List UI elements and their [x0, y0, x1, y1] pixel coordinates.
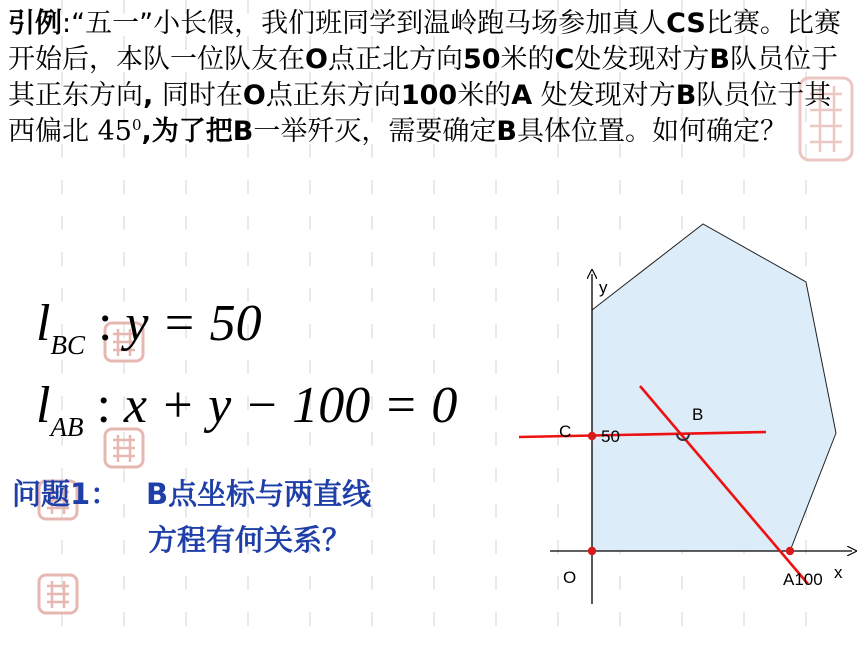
equation-colon: :: [84, 295, 126, 352]
question-label: 问题1：: [12, 477, 120, 511]
intro-comma: ,: [143, 80, 154, 111]
intro-text-bold: ,为了把: [141, 116, 233, 147]
intro-text: 米的: [500, 44, 555, 75]
question-line-1: B点坐标与两直线: [146, 477, 372, 511]
intro-point-b: B: [496, 116, 517, 147]
question-line-2: 方程有何关系？: [148, 523, 352, 557]
field-region: [592, 224, 836, 551]
point-a-marker: [786, 547, 794, 555]
intro-text: 队员位于其正东方向: [8, 44, 838, 111]
intro-distance-50: 50: [462, 44, 501, 75]
intro-text: 具体位置。如何确定？: [516, 116, 787, 147]
point-c-label: C: [559, 422, 572, 441]
intro-text: 一举歼灭，需要确定: [253, 116, 497, 147]
intro-text: 处发现对方: [574, 44, 710, 75]
intro-angle-superscript: 0: [131, 116, 142, 134]
intro-angle: 45: [97, 116, 132, 147]
intro-point-b: B: [709, 44, 730, 75]
equation-expression: x + y − 100 = 0: [123, 377, 458, 434]
y-axis-label: y: [599, 278, 608, 297]
intro-paragraph: [8, 6, 856, 150]
intro-cs: CS: [666, 8, 706, 39]
origin-marker: [588, 547, 596, 555]
x-axis-label: x: [834, 563, 843, 582]
equation-expression: y = 50: [125, 295, 262, 352]
intro-text: 同时在: [153, 80, 243, 111]
intro-text: 比赛。比赛开始后，本队一位队友在: [8, 8, 841, 75]
point-a-label: A100: [783, 570, 823, 589]
intro-point-c: C: [554, 44, 575, 75]
intro-point-a: A: [511, 80, 533, 111]
intro-point-b: B: [232, 116, 254, 147]
point-b-label: B: [692, 405, 704, 424]
intro-text: 点正北方向: [327, 44, 463, 75]
intro-distance-100: 100: [400, 80, 458, 111]
intro-text: 米的: [457, 80, 512, 111]
intro-text: :“五一”小长假，我们班同学到温岭跑马场参加真人: [62, 8, 667, 39]
value-50-label: 50: [601, 427, 620, 446]
equation-colon: :: [83, 377, 124, 434]
intro-point-o: O: [305, 44, 328, 75]
intro-point-b: B: [675, 80, 697, 111]
equation-symbol-l: l: [36, 377, 51, 434]
intro-point-o: O: [242, 80, 266, 111]
point-c-marker: [588, 432, 596, 440]
equation-subscript: AB: [50, 412, 84, 442]
equation-line-ab: [36, 376, 457, 457]
equation-subscript: BC: [50, 330, 85, 360]
origin-label: O: [563, 568, 577, 587]
intro-text: 队员位于其西偏北: [8, 80, 832, 147]
equation-symbol-l: l: [36, 295, 51, 352]
intro-text: 处发现对方: [532, 80, 676, 111]
intro-lead: 引例: [8, 8, 62, 39]
equation-line-bc: [36, 294, 262, 375]
intro-text: 点正东方向: [265, 80, 401, 111]
